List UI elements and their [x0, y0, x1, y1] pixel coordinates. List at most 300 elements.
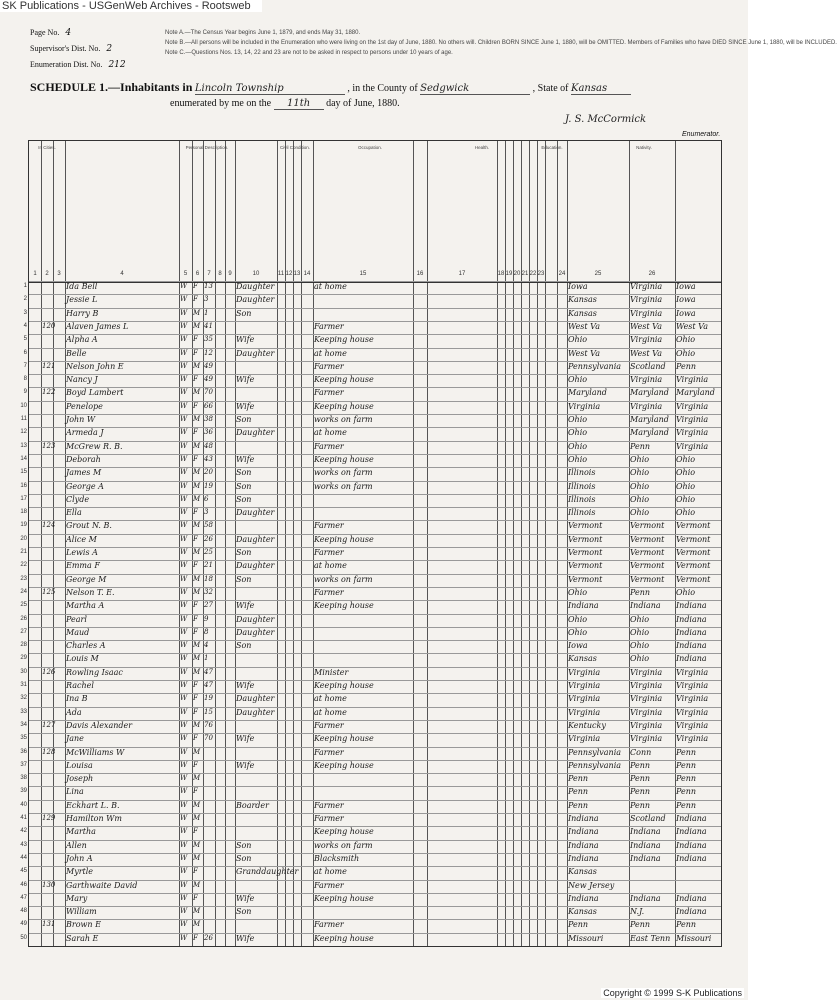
- sex-code: F: [193, 681, 198, 689]
- row-number: 41: [20, 815, 27, 821]
- color-code: W: [180, 627, 188, 636]
- occupation: Keeping house: [314, 734, 374, 744]
- sex-code: M: [193, 667, 201, 676]
- mother-birthplace: Penn: [676, 361, 697, 371]
- color-code: W: [180, 760, 188, 769]
- person-name: Maud: [66, 627, 90, 637]
- occupation: Keeping house: [314, 375, 374, 385]
- person-name: Ina B: [66, 694, 88, 704]
- column-number: 22: [529, 271, 537, 277]
- mother-birthplace: Indiana: [676, 654, 707, 664]
- birthplace: Penn: [568, 774, 589, 784]
- sex-code: F: [193, 707, 198, 716]
- occupation: at home: [314, 707, 347, 717]
- sex-code: M: [193, 720, 201, 729]
- birthplace: Kansas: [568, 295, 597, 305]
- sex-code: M: [193, 415, 201, 423]
- occupation: Farmer: [314, 548, 344, 557]
- person-name: Belle: [66, 348, 87, 358]
- color-code: W: [180, 282, 188, 290]
- father-birthplace: Indiana: [630, 601, 661, 611]
- sex-code: F: [193, 561, 198, 570]
- sex-code: F: [193, 601, 198, 610]
- mother-birthplace: Indiana: [676, 641, 707, 651]
- column-rule: [203, 141, 204, 946]
- person-name: Penelope: [66, 401, 103, 411]
- row-number: 23: [20, 575, 27, 582]
- census-table: [20, 140, 722, 947]
- sex-code: M: [193, 654, 201, 663]
- birthplace: Penn: [568, 800, 589, 810]
- father-birthplace: Ohio: [630, 654, 650, 664]
- birthplace: Virginia: [568, 667, 601, 677]
- row-number: 6: [23, 349, 27, 356]
- row-number: 42: [20, 828, 27, 835]
- row-number: 8: [23, 376, 27, 383]
- birthplace: Penn: [568, 787, 589, 797]
- window-title: SK Publications - USGenWeb Archives - Rootsweb: [0, 0, 262, 12]
- row-number: 39: [20, 788, 27, 795]
- column-rule: [505, 141, 506, 946]
- mother-birthplace: West Va: [676, 321, 708, 331]
- sex-code: M: [193, 907, 201, 916]
- row-number: 29: [20, 655, 27, 662]
- age: 15: [204, 707, 213, 716]
- column-number: 10: [252, 271, 260, 277]
- relationship: Daughter: [236, 534, 275, 544]
- dwelling-number: 131: [42, 920, 56, 929]
- father-birthplace: Vermont: [630, 534, 665, 544]
- age: 32: [204, 587, 213, 596]
- color-code: W: [180, 920, 188, 929]
- row-number: 4: [23, 322, 27, 329]
- column-rule: [277, 141, 278, 946]
- relationship: Daughter: [236, 282, 275, 291]
- birthplace: Vermont: [568, 548, 603, 557]
- person-name: Armeda J: [66, 428, 104, 438]
- father-birthplace: Scotland: [630, 814, 666, 823]
- column-number: 15: [359, 271, 367, 277]
- person-name: Nelson John E: [66, 361, 124, 371]
- age: 4: [204, 641, 209, 650]
- row-number: 48: [20, 908, 27, 915]
- occupation: Blacksmith: [314, 853, 360, 863]
- color-code: W: [180, 800, 188, 809]
- row-number: 18: [20, 509, 27, 516]
- column-group-label: Nativity.: [636, 145, 652, 150]
- mother-birthplace: Vermont: [676, 561, 711, 571]
- sex-code: F: [193, 534, 198, 543]
- mother-birthplace: Virginia: [676, 415, 709, 424]
- person-name: Allen: [66, 840, 87, 850]
- person-name: Ada: [66, 707, 82, 717]
- row-number: 28: [20, 642, 27, 649]
- relationship: Daughter: [236, 428, 275, 438]
- age: 43: [204, 454, 213, 463]
- color-code: W: [180, 321, 188, 330]
- color-code: W: [180, 454, 188, 463]
- page-label: Page No.: [30, 28, 60, 37]
- birthplace: Pennsylvania: [568, 747, 622, 757]
- father-birthplace: Ohio: [630, 481, 650, 491]
- mother-birthplace: Iowa: [676, 295, 696, 305]
- occupation: Farmer: [314, 747, 344, 757]
- sex-code: F: [193, 282, 198, 290]
- color-code: W: [180, 853, 188, 862]
- column-number: 6: [195, 271, 200, 277]
- mother-birthplace: Indiana: [676, 893, 707, 903]
- dwelling-number: 129: [42, 814, 56, 822]
- column-number: 13: [293, 271, 301, 277]
- relationship: Daughter: [236, 627, 275, 637]
- mother-birthplace: Missouri: [676, 933, 712, 943]
- column-rule: [215, 141, 216, 946]
- relationship: Wife: [236, 681, 255, 690]
- row-number: 34: [20, 721, 27, 728]
- person-name: Brown E: [66, 920, 101, 930]
- relationship: Son: [236, 574, 252, 584]
- birthplace: Pennsylvania: [568, 361, 622, 371]
- age: 70: [204, 734, 213, 743]
- mother-birthplace: Vermont: [676, 548, 711, 557]
- occupation: works on farm: [314, 468, 373, 478]
- column-rule: [537, 141, 538, 946]
- relationship: Wife: [236, 734, 255, 744]
- age: 41: [204, 321, 213, 330]
- color-code: W: [180, 468, 188, 477]
- age: 13: [204, 282, 213, 290]
- age: 38: [204, 415, 213, 423]
- person-name: Eckhart L. B.: [66, 800, 120, 810]
- birthplace: Iowa: [568, 282, 588, 291]
- enumerator-label: Enumerator.: [682, 131, 721, 138]
- birthplace: New Jersey: [568, 880, 615, 890]
- relationship: Son: [236, 840, 252, 850]
- father-birthplace: Maryland: [630, 415, 669, 424]
- sex-code: M: [193, 388, 201, 397]
- age: 47: [204, 667, 213, 676]
- age: 26: [204, 534, 213, 543]
- page-value: 4: [65, 28, 72, 38]
- sex-code: F: [193, 787, 198, 796]
- occupation: at home: [314, 561, 347, 571]
- person-name: John A: [66, 853, 93, 863]
- person-name: Lina: [66, 787, 84, 797]
- age: 27: [204, 601, 213, 610]
- birthplace: Vermont: [568, 574, 603, 584]
- column-number: 12: [285, 271, 293, 277]
- sex-code: M: [193, 548, 201, 556]
- birthplace: Indiana: [568, 601, 599, 611]
- sex-code: F: [193, 508, 198, 517]
- color-code: W: [180, 907, 188, 916]
- column-rule: [427, 141, 428, 946]
- row-number: 24: [20, 588, 27, 595]
- mother-birthplace: Indiana: [676, 907, 707, 917]
- relationship: Daughter: [236, 707, 275, 717]
- occupation: Keeping house: [314, 534, 374, 544]
- birthplace: Illinois: [568, 481, 596, 491]
- row-number: 13: [20, 442, 27, 449]
- person-name: Nancy J: [66, 375, 98, 385]
- age: 49: [204, 361, 213, 370]
- schedule-title: SCHEDULE 1.—Inhabitants in: [30, 80, 193, 94]
- relationship: Son: [236, 641, 252, 651]
- father-birthplace: West Va: [630, 348, 662, 358]
- relationship: Daughter: [236, 694, 275, 704]
- relationship: Wife: [236, 454, 255, 464]
- person-name: McGrew R. B.: [66, 441, 123, 451]
- column-group-label: Civil Condition.: [279, 145, 310, 150]
- column-number: 17: [458, 271, 466, 277]
- color-code: W: [180, 295, 188, 304]
- occupation: at home: [314, 694, 347, 704]
- relationship: Son: [236, 481, 252, 491]
- color-code: W: [180, 614, 188, 623]
- mother-birthplace: Virginia: [676, 441, 709, 451]
- father-birthplace: Ohio: [630, 468, 650, 478]
- occupation: Keeping house: [314, 335, 374, 345]
- sex-code: F: [193, 614, 198, 623]
- row-number: 27: [20, 628, 27, 635]
- color-code: W: [180, 548, 188, 556]
- occupation: at home: [314, 348, 347, 358]
- person-name: Louisa: [66, 760, 93, 770]
- row-number: 1: [23, 283, 27, 289]
- person-name: Boyd Lambert: [66, 388, 124, 398]
- father-birthplace: Ohio: [630, 494, 650, 504]
- relationship: Boarder: [236, 800, 269, 810]
- person-name: Alice M: [66, 534, 97, 544]
- father-birthplace: Penn: [630, 441, 651, 451]
- color-code: W: [180, 508, 188, 517]
- row-number: 40: [20, 801, 27, 808]
- age: 19: [204, 481, 213, 490]
- person-name: Deborah: [66, 454, 101, 464]
- row-number: 14: [20, 455, 27, 462]
- person-name: Hamilton Wm: [66, 814, 122, 823]
- dwelling-number: 123: [42, 441, 56, 450]
- sex-code: F: [193, 893, 198, 902]
- color-code: W: [180, 521, 188, 530]
- mother-birthplace: Vermont: [676, 534, 711, 544]
- person-name: Myrtle: [66, 867, 94, 877]
- column-number: 25: [594, 271, 602, 277]
- age: 58: [204, 521, 213, 530]
- relationship: Daughter: [236, 614, 275, 624]
- row-number: 19: [20, 522, 27, 529]
- relationship: Son: [236, 548, 252, 557]
- father-birthplace: Virginia: [630, 401, 663, 411]
- birthplace: Indiana: [568, 814, 599, 823]
- birthplace: West Va: [568, 321, 600, 331]
- dwelling-number: 130: [42, 880, 56, 889]
- sex-code: M: [193, 800, 201, 809]
- row-number: 46: [20, 881, 27, 888]
- person-name: George A: [66, 481, 104, 491]
- age: 70: [204, 388, 213, 397]
- birthplace: Virginia: [568, 734, 601, 744]
- age: 66: [204, 401, 213, 410]
- column-number: 4: [120, 271, 124, 277]
- birthplace: Ohio: [568, 614, 588, 624]
- row-number: 5: [23, 336, 27, 343]
- mother-birthplace: Maryland: [676, 388, 715, 398]
- column-number: 23: [537, 271, 545, 277]
- column-number: 26: [648, 271, 656, 277]
- age: 48: [204, 441, 213, 450]
- mother-birthplace: Virginia: [676, 375, 709, 385]
- column-rule: [521, 141, 522, 946]
- dwelling-number: 124: [42, 521, 56, 530]
- father-birthplace: Virginia: [630, 295, 663, 305]
- column-rule: [301, 141, 302, 946]
- mother-birthplace: Virginia: [676, 401, 709, 411]
- dwelling-number: 120: [42, 321, 56, 330]
- color-code: W: [180, 574, 188, 583]
- column-number: 11: [277, 271, 285, 277]
- father-birthplace: East Tenn: [630, 933, 671, 943]
- color-code: W: [180, 840, 188, 849]
- age: 8: [204, 627, 209, 636]
- sex-code: M: [193, 814, 201, 822]
- birthplace: Missouri: [568, 933, 604, 943]
- mother-birthplace: Ohio: [676, 348, 696, 358]
- sex-code: M: [193, 747, 201, 756]
- birthplace: Virginia: [568, 694, 601, 704]
- row-number: 21: [20, 549, 27, 555]
- sex-code: M: [193, 321, 201, 330]
- occupation: Keeping house: [314, 893, 374, 903]
- birthplace: Ohio: [568, 335, 588, 345]
- sex-code: M: [193, 468, 201, 477]
- column-number: 24: [558, 271, 566, 277]
- sex-code: M: [193, 521, 201, 530]
- county-text: , in the County of: [347, 83, 418, 94]
- sex-code: F: [193, 335, 198, 344]
- relationship: Wife: [236, 401, 255, 411]
- color-code: W: [180, 867, 188, 876]
- occupation: Farmer: [314, 800, 344, 810]
- birthplace: Vermont: [568, 561, 603, 571]
- birthplace: Illinois: [568, 494, 596, 504]
- mother-birthplace: Ohio: [676, 587, 696, 597]
- row-number: 11: [20, 416, 27, 422]
- sex-code: M: [193, 574, 201, 583]
- occupation: Keeping house: [314, 760, 374, 770]
- column-rule: [285, 141, 286, 946]
- supervisor-value: 2: [106, 44, 113, 54]
- color-code: W: [180, 441, 188, 450]
- row-number: 17: [20, 495, 27, 502]
- father-birthplace: Penn: [630, 800, 651, 810]
- column-rule: [179, 141, 180, 946]
- mother-birthplace: Indiana: [676, 814, 707, 823]
- person-name: John W: [66, 415, 96, 424]
- column-rule: [192, 141, 193, 946]
- age: 26: [204, 933, 213, 942]
- row-number: 25: [20, 602, 27, 609]
- person-name: Martha: [66, 827, 96, 837]
- dwelling-number: 126: [42, 667, 56, 676]
- relationship: Son: [236, 853, 252, 863]
- birthplace: Vermont: [568, 521, 603, 531]
- row-number: 7: [23, 362, 27, 369]
- sex-code: F: [193, 454, 198, 463]
- sex-code: F: [193, 428, 198, 437]
- father-birthplace: Virginia: [630, 720, 663, 730]
- father-birthplace: Penn: [630, 760, 651, 770]
- color-code: W: [180, 361, 188, 370]
- person-name: Louis M: [66, 654, 99, 664]
- dwelling-number: 128: [42, 747, 56, 756]
- row-number: 16: [20, 482, 27, 489]
- color-code: W: [180, 734, 188, 743]
- occupation: Keeping house: [314, 401, 374, 411]
- color-code: W: [180, 893, 188, 902]
- birthplace: Virginia: [568, 707, 601, 717]
- column-number: 21: [521, 271, 529, 277]
- person-name: Charles A: [66, 641, 106, 651]
- person-name: McWilliams W: [66, 747, 125, 757]
- notes: [165, 28, 837, 58]
- column-rule: [225, 141, 226, 946]
- age: 36: [204, 428, 213, 437]
- dwelling-number: 122: [42, 388, 56, 397]
- father-birthplace: Conn: [630, 747, 652, 757]
- birthplace: Kentucky: [568, 720, 606, 730]
- mother-birthplace: Indiana: [676, 627, 707, 637]
- person-name: William: [66, 907, 97, 917]
- father-birthplace: Ohio: [630, 614, 650, 624]
- row-number: 43: [20, 841, 27, 848]
- occupation: Farmer: [314, 587, 344, 597]
- occupation: Farmer: [314, 361, 344, 371]
- color-code: W: [180, 747, 188, 756]
- mother-birthplace: Ohio: [676, 508, 696, 518]
- father-birthplace: Vermont: [630, 521, 665, 531]
- father-birthplace: Penn: [630, 587, 651, 597]
- father-birthplace: Ohio: [630, 454, 650, 464]
- row-number: 10: [20, 402, 27, 409]
- occupation: Farmer: [314, 920, 344, 930]
- birthplace: Indiana: [568, 827, 599, 837]
- relationship: Daughter: [236, 508, 275, 518]
- age: 1: [204, 654, 209, 663]
- column-group-label: Personal Description.: [185, 145, 229, 150]
- mother-birthplace: Virginia: [676, 734, 709, 744]
- occupation: Keeping house: [314, 681, 374, 690]
- age: 76: [204, 720, 213, 729]
- mother-birthplace: Indiana: [676, 614, 707, 624]
- birthplace: Virginia: [568, 401, 601, 411]
- column-rule: [293, 141, 294, 946]
- mother-birthplace: Penn: [676, 747, 697, 757]
- person-name: Pearl: [66, 614, 87, 624]
- color-code: W: [180, 415, 188, 423]
- row-number: 30: [20, 668, 27, 675]
- column-rule: [529, 141, 530, 946]
- row-number: 44: [20, 854, 27, 861]
- father-birthplace: Virginia: [630, 707, 663, 717]
- person-name: Garthwaite David: [66, 880, 138, 890]
- father-birthplace: Maryland: [630, 388, 669, 398]
- sex-code: M: [193, 641, 201, 650]
- person-name: Rachel: [66, 681, 94, 690]
- age: 35: [204, 335, 213, 344]
- row-number: 22: [20, 562, 27, 569]
- person-name: Jessie L: [66, 295, 98, 305]
